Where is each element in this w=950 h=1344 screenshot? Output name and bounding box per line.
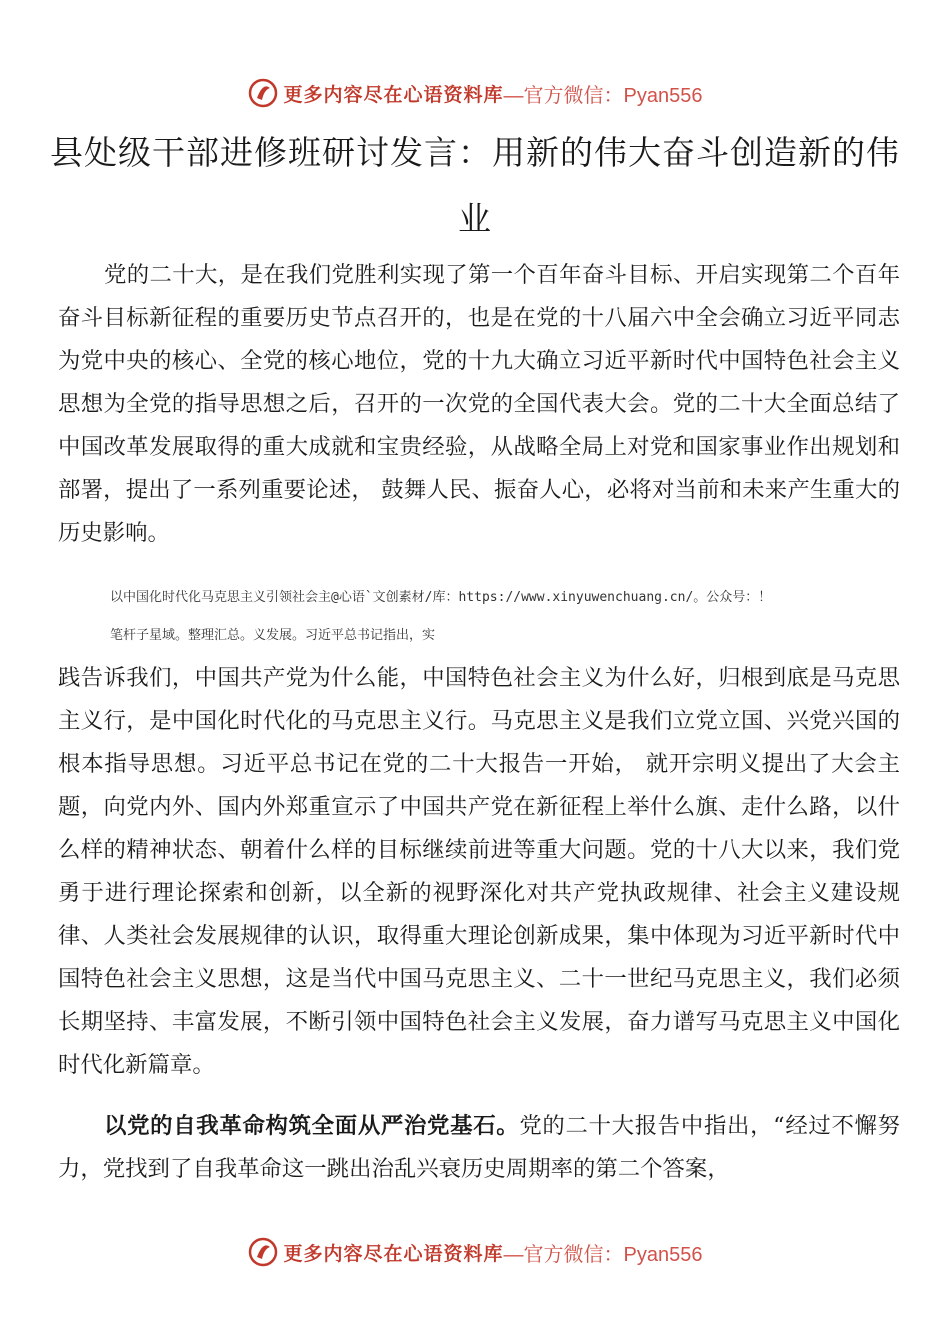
section-lead-heading: 以党的自我革命构筑全面从严治党基石。 — [104, 1113, 520, 1139]
footer-watermark-banner — [0, 1232, 950, 1272]
header-watermark-banner — [0, 73, 950, 113]
seal-logo-icon — [248, 78, 278, 108]
banner-brand-text: 更多内容尽在心语资料库 — [283, 83, 504, 106]
section-lead-body: 党的二十大报告中指出，“经过不懈努力，党找到了自我革命这一跳出治乱兴衰历史周期率的第二个答案， — [58, 1113, 901, 1182]
banner-contact-text: —官方微信：Pyan556 — [503, 1243, 703, 1266]
banner-brand-text: 更多内容尽在心语资料库 — [283, 1242, 504, 1265]
seal-logo-icon — [248, 1237, 278, 1267]
body-paragraph-2: 践告诉我们，中国共产党为什么能，中国特色社会主义为什么好，归根到底是马克思主义行，是中国化时代化的马克思主义行。马克思主义是我们立党立国、兴党兴国的根本指导思想。习近平总书记在党的二十大报告一开始， 就开宗明义提出了大会主题，向党内外、国内外郑重宣示了中国共产党在新征程上举什么旗、走什么路，以什么样的精神状态、朝着什么样的目标继续前进等重大问题。党的十八大以来，我们党勇于进行理论探索和创新，以全新的视野深化对共产党执政规律、社会主义建设规律、人类社会发展规律的认识，取得重大理论创新成果，集中体现为习近平新时代中国特色社会主义思想，这是当代中国马克思主义、二十一世纪马克思主义，我们必须长期坚持、丰富发展，不断引领中国特色社会主义发展，奋力谱写马克思主义中国化时代化新篇章。 — [58, 665, 900, 1078]
body-paragraph-1: 党的二十大，是在我们党胜利实现了第一个百年奋斗目标、开启实现第二个百年奋斗目标新征程的重要历史节点召开的，也是在党的十八届六中全会确立习近平同志为党中央的核心、全党的核心地位，党的十九大确立习近平新时代中国特色社会主义思想为全党的指导思想之后，召开的一次党的全国代表大会。党的二十大全面总结了中国改革发展取得的重大成就和宝贵经验，从战略全局上对党和国家事业作出规划和部署，提出了一系列重要论述， 鼓舞人民、振奋人心，必将对当前和未来产生重大的历史影响。 — [58, 262, 900, 546]
source-note-line-1: 以中国化时代化马克思主义引领社会主@心语`文创素材/库：https://www.xinyuwenchuang.cn/。公众号：！ — [110, 590, 772, 605]
body-paragraph-3 — [58, 1105, 900, 1191]
page-title: 县处级干部进修班研讨发言：用新的伟大奋斗创造新的伟业 — [50, 133, 900, 238]
source-note-line-2: 笔杆子星域。整理汇总。义发展。习近平总书记指出，实 — [110, 628, 436, 643]
banner-contact-text: —官方微信：Pyan556 — [503, 84, 703, 107]
